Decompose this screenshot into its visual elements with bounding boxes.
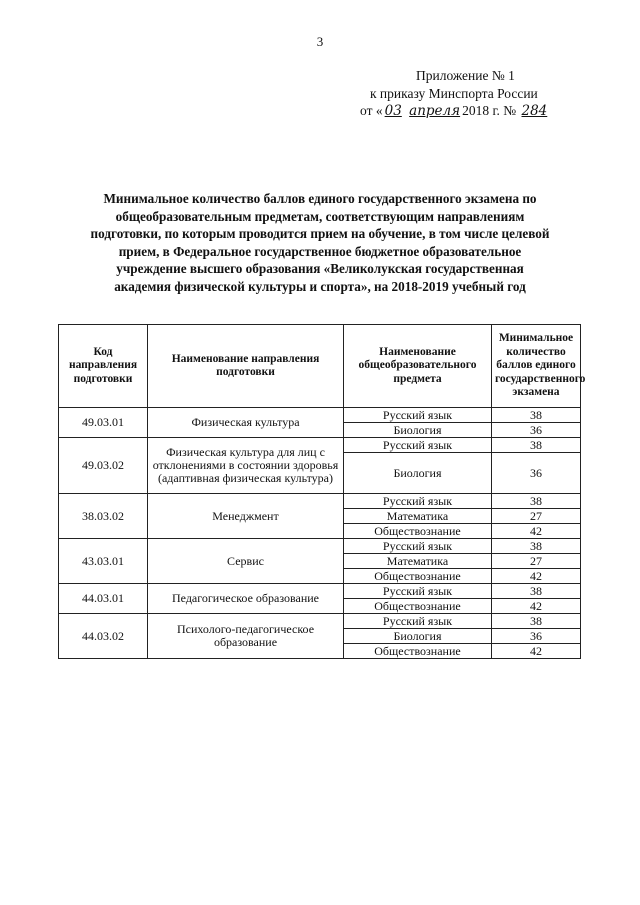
direction-code: 49.03.01	[59, 408, 148, 438]
appendix-header	[360, 67, 590, 121]
subject-cell: Русский язык	[344, 539, 492, 554]
score-cell: 27	[492, 509, 581, 524]
direction-code: 44.03.02	[59, 614, 148, 659]
score-cell: 38	[492, 438, 581, 453]
subject-cell: Обществознание	[344, 644, 492, 659]
year-suffix: 2018 г. №	[462, 103, 517, 118]
score-cell: 38	[492, 584, 581, 599]
handwritten-number: 284	[521, 103, 548, 119]
scores-table	[58, 324, 586, 659]
date-prefix: от «	[360, 103, 383, 118]
score-cell: 36	[492, 629, 581, 644]
score-cell: 42	[492, 524, 581, 539]
subject-cell: Обществознание	[344, 599, 492, 614]
score-cell: 36	[492, 423, 581, 438]
direction-code: 44.03.01	[59, 584, 148, 614]
score-cell: 27	[492, 554, 581, 569]
table-row	[59, 408, 581, 423]
subject-cell: Русский язык	[344, 408, 492, 423]
direction-name: Менеджмент	[148, 494, 344, 539]
subject-cell: Русский язык	[344, 584, 492, 599]
direction-name: Психолого-педагогическое образование	[148, 614, 344, 659]
handwritten-day: 03	[384, 103, 402, 119]
handwritten-month: апреля	[409, 103, 461, 119]
header-direction: Наименование направления подготовки	[148, 325, 344, 408]
direction-code: 43.03.01	[59, 539, 148, 584]
appendix-order-ref: к приказу Минспорта России	[370, 85, 538, 101]
table-row	[59, 438, 581, 453]
table-row	[59, 614, 581, 629]
direction-name: Физическая культура	[148, 408, 344, 438]
table-header-row	[59, 325, 581, 408]
header-subject: Наименование общеобразовательного предмета	[344, 325, 492, 408]
header-code: Код направления подготовки	[59, 325, 148, 408]
direction-name: Сервис	[148, 539, 344, 584]
direction-code: 38.03.02	[59, 494, 148, 539]
subject-cell: Русский язык	[344, 438, 492, 453]
document-title: Минимальное количество баллов единого государственного экзамена по общеобразовательным предметам, соответствующим направлениям подготовки, по которым проводится прием на обучение, в том числе целевой прием, в Федеральное государственное бюджетное образовательное учреждение высшего образования «Великолукская государственная академия физической культуры и спорта», на 2018-2019 учебный год	[90, 191, 550, 294]
score-cell: 36	[492, 453, 581, 494]
score-cell: 42	[492, 644, 581, 659]
table-row	[59, 494, 581, 509]
header-min-score: Минимальное количество баллов единого государственного экзамена	[492, 325, 581, 408]
direction-code: 49.03.02	[59, 438, 148, 494]
subject-cell: Биология	[344, 629, 492, 644]
score-cell: 42	[492, 599, 581, 614]
page-number: 3	[316, 34, 324, 49]
score-cell: 42	[492, 569, 581, 584]
table-row	[59, 584, 581, 599]
table-row	[59, 539, 581, 554]
subject-cell: Биология	[344, 423, 492, 438]
score-cell: 38	[492, 614, 581, 629]
score-cell: 38	[492, 494, 581, 509]
direction-name: Педагогическое образование	[148, 584, 344, 614]
appendix-title: Приложение № 1	[416, 68, 515, 83]
subject-cell: Биология	[344, 453, 492, 494]
subject-cell: Обществознание	[344, 569, 492, 584]
subject-cell: Русский язык	[344, 494, 492, 509]
direction-name: Физическая культура для лиц с отклонениями в состоянии здоровья (адаптивная физическая культура)	[148, 438, 344, 494]
subject-cell: Обществознание	[344, 524, 492, 539]
appendix-date-line	[360, 102, 590, 121]
subject-cell: Математика	[344, 509, 492, 524]
subject-cell: Математика	[344, 554, 492, 569]
subject-cell: Русский язык	[344, 614, 492, 629]
score-cell: 38	[492, 408, 581, 423]
score-cell: 38	[492, 539, 581, 554]
